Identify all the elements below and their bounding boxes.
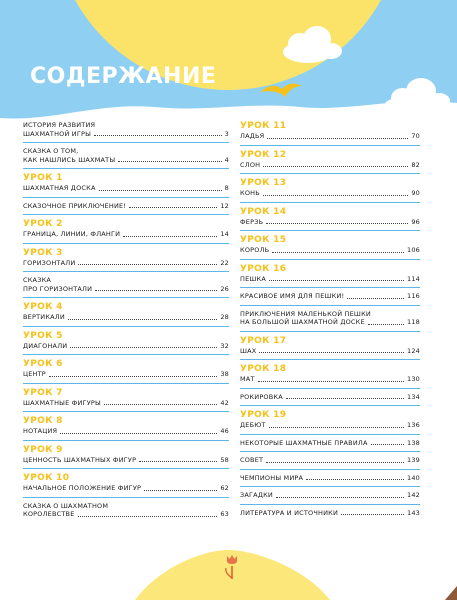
page-number: 118 [406, 318, 420, 326]
dot-leader [272, 252, 404, 253]
toc-entry[interactable] [23, 147, 229, 164]
page-number: 28 [220, 313, 229, 321]
dot-leader [258, 381, 404, 382]
divider [23, 440, 229, 441]
page-number: 42 [220, 398, 229, 407]
dot-leader [347, 298, 404, 299]
page-number: 136 [406, 421, 420, 429]
entry-line [23, 285, 229, 294]
toc-entry[interactable] [23, 302, 229, 322]
divider [23, 497, 229, 498]
page-number: 62 [220, 484, 229, 492]
dot-leader [306, 479, 404, 480]
divider [23, 383, 229, 384]
entry-line [240, 347, 420, 356]
page-number: 70 [411, 132, 420, 140]
toc-entry[interactable] [240, 178, 420, 198]
entry-line [240, 292, 420, 301]
page-number: 82 [411, 160, 420, 169]
entry-title: РОКИРОВКА [240, 392, 283, 401]
entry-title: ПЕШКА [240, 274, 267, 283]
entry-title: ЗАГАДКИ [240, 491, 273, 499]
toc-entry[interactable] [240, 410, 420, 430]
toc-entry[interactable] [240, 491, 420, 500]
lesson-label: УРОК 7 [23, 387, 63, 398]
entry-line [23, 276, 229, 285]
dot-leader [286, 398, 404, 399]
entry-title: ЦЕНТР [23, 370, 46, 378]
entry-title: НАЧАЛЬНОЕ ПОЛОЖЕНИЕ ФИГУР [23, 484, 142, 492]
entry-title: ВЕРТИКАЛИ [23, 313, 65, 321]
lesson-label: УРОК 17 [240, 335, 287, 346]
entry-title: СКАЗКА [23, 276, 52, 284]
lesson-label: УРОК 3 [23, 247, 63, 258]
dot-leader [269, 427, 404, 428]
corner-strip [445, 586, 457, 600]
page-number: 90 [411, 189, 420, 197]
lesson-label: УРОК 4 [23, 302, 63, 312]
entry-title: СКАЗКА О ШАХМАТНОМ [23, 501, 109, 510]
entry-title: СОВЕТ [240, 456, 264, 464]
lesson-label: УРОК 8 [23, 416, 63, 426]
entry-line [240, 456, 420, 465]
toc-entry[interactable] [240, 150, 420, 170]
page-number: 46 [220, 427, 229, 435]
page-number: 4 [224, 155, 229, 164]
dot-leader [104, 404, 217, 405]
dot-leader [368, 324, 404, 325]
toc-entry[interactable] [23, 388, 229, 408]
entry-title: ФЕРЗЬ [240, 217, 264, 226]
dot-leader [70, 347, 217, 348]
entry-line [23, 121, 229, 130]
divider [23, 411, 229, 412]
entry-title: ШАХМАТНОЙ ИГРЫ [23, 129, 92, 138]
entry-title: ДЕБЮТ [240, 421, 266, 429]
toc-entry[interactable] [23, 173, 229, 193]
toc-entry[interactable] [240, 456, 420, 465]
entry-title: НОТАЦИЯ [23, 427, 58, 435]
toc-entry[interactable] [240, 509, 420, 518]
divider [23, 214, 229, 215]
toc-entry[interactable] [23, 502, 229, 519]
page-number: 22 [220, 258, 229, 267]
divider [23, 271, 229, 272]
divider [240, 202, 420, 203]
dot-leader [68, 319, 217, 320]
toc-entry[interactable] [23, 473, 229, 493]
lesson-label: УРОК 5 [23, 330, 63, 341]
entry-line [240, 491, 420, 500]
dot-leader [276, 497, 404, 498]
page-number: 143 [406, 508, 420, 517]
lesson-label: УРОК 2 [23, 219, 63, 229]
lesson-label: УРОК 19 [240, 410, 287, 420]
entry-line [240, 421, 420, 430]
divider [240, 504, 420, 505]
toc-entry[interactable] [23, 202, 229, 211]
lesson-label: УРОК 15 [240, 235, 287, 245]
entry-title: КАК НАШЛИСЬ ШАХМАТЫ [23, 155, 116, 164]
entry-line [240, 310, 420, 319]
toc-entry[interactable] [23, 248, 229, 268]
divider [240, 331, 420, 332]
page-number: 139 [406, 456, 420, 464]
dot-leader [94, 135, 222, 136]
entry-line [240, 393, 420, 402]
lesson-label: УРОК 6 [23, 359, 63, 369]
lesson-label: УРОК 10 [23, 473, 70, 483]
entry-title: МАТ [240, 375, 255, 383]
page-number: 106 [406, 246, 420, 254]
entry-title: СКАЗКА О ТОМ, [23, 147, 79, 155]
page-number: 130 [406, 375, 420, 383]
page-number: 32 [220, 341, 229, 350]
entry-title: КОРОЛЕВСТВЕ [23, 510, 75, 518]
lesson-label: УРОК 9 [23, 444, 63, 455]
entry-line [23, 184, 229, 193]
toc-entry[interactable] [23, 416, 229, 436]
entry-line [23, 484, 229, 493]
entry-title: НА БОЛЬШОЙ ШАХМАТНОЙ ДОСКЕ [240, 318, 365, 326]
entry-line [23, 259, 229, 268]
dot-leader [49, 376, 217, 377]
entry-title: ПРИКЛЮЧЕНИЯ МАЛЕНЬКОЙ ПЕШКИ [240, 309, 371, 318]
dot-leader [99, 190, 222, 191]
divider [240, 287, 420, 288]
page-number: 116 [406, 292, 420, 300]
entry-title: КОНЬ [240, 189, 260, 197]
entry-title: ЧЕМПИОНЫ МИРА [240, 473, 304, 482]
dot-leader [266, 462, 404, 463]
toc-entry[interactable] [240, 336, 420, 356]
page-number: 8 [224, 184, 229, 192]
divider [240, 434, 420, 435]
dot-leader [95, 290, 217, 291]
divider [240, 388, 420, 389]
entry-line [23, 230, 229, 239]
toc-entry[interactable] [240, 207, 420, 227]
dot-leader [123, 236, 217, 237]
toc-entry[interactable] [23, 121, 229, 138]
entry-line [23, 313, 229, 322]
entry-line [23, 202, 229, 211]
toc-entry[interactable] [240, 292, 420, 301]
entry-title: ЦЕННОСТЬ ШАХМАТНЫХ ФИГУР [23, 455, 137, 464]
toc-entry[interactable] [23, 276, 229, 293]
dot-leader [267, 138, 408, 139]
entry-line [23, 130, 229, 139]
dot-leader [371, 444, 404, 445]
toc-column-right [240, 121, 420, 517]
dot-leader [78, 264, 217, 265]
dot-leader [60, 433, 217, 434]
entry-line [240, 474, 420, 483]
entry-line [240, 275, 420, 284]
dot-leader [266, 223, 408, 224]
entry-line [23, 502, 229, 511]
entry-line [240, 318, 420, 327]
toc-entry[interactable] [23, 219, 229, 239]
divider [23, 168, 229, 169]
dot-leader [263, 166, 408, 167]
lesson-label: УРОК 18 [240, 364, 287, 374]
entry-title: ШАХМАТНЫЕ ФИГУРЫ [23, 398, 101, 407]
toc-entry[interactable] [240, 121, 420, 141]
entry-title: ЛИТЕРАТУРА И ИСТОЧНИКИ [240, 508, 339, 517]
entry-line [240, 189, 420, 198]
toc-entry[interactable] [23, 359, 229, 379]
lesson-label: УРОК 11 [240, 121, 287, 131]
page-title: СОДЕРЖАНИЕ [30, 64, 217, 89]
entry-line [240, 439, 420, 448]
divider [23, 297, 229, 298]
page-number: 138 [406, 438, 420, 447]
divider [240, 145, 420, 146]
toc-entry[interactable] [240, 310, 420, 327]
lesson-label: УРОК 14 [240, 206, 287, 217]
entry-title: ПРО ГОРИЗОНТАЛИ [23, 284, 93, 293]
entry-line [240, 132, 420, 141]
divider [23, 197, 229, 198]
lesson-label: УРОК 16 [240, 263, 287, 274]
lesson-label: УРОК 13 [240, 178, 287, 188]
page-number: 142 [406, 491, 420, 499]
toc-entry[interactable] [23, 331, 229, 351]
divider [23, 468, 229, 469]
entry-title: СКАЗОЧНОЕ ПРИКЛЮЧЕНИЕ! [23, 201, 127, 210]
entry-line [23, 510, 229, 519]
dot-leader [129, 207, 217, 208]
page-number: 140 [406, 473, 420, 482]
entry-title: ГРАНИЦА, ЛИНИИ, ФЛАНГИ [23, 230, 121, 238]
entry-line [23, 456, 229, 465]
entry-line [23, 156, 229, 165]
divider [23, 326, 229, 327]
entry-title: ДИАГОНАЛИ [23, 341, 68, 350]
entry-title: НЕКОТОРЫЕ ШАХМАТНЫЕ ПРАВИЛА [240, 438, 368, 447]
entry-title: КРАСИВОЕ ИМЯ ДЛЯ ПЕШКИ! [240, 292, 345, 300]
toc-entry[interactable] [240, 474, 420, 483]
page-number: 63 [220, 510, 229, 518]
dot-leader [263, 195, 408, 196]
page-number: 96 [411, 217, 420, 226]
divider [240, 469, 420, 470]
lesson-label: УРОК 12 [240, 149, 287, 160]
divider [240, 405, 420, 406]
entry-title: ЛАДЬЯ [240, 132, 265, 140]
divider [240, 305, 420, 306]
toc-entry[interactable] [240, 393, 420, 402]
entry-line [240, 246, 420, 255]
entry-title: ШАХМАТНАЯ ДОСКА [23, 184, 96, 192]
dot-leader [139, 461, 217, 462]
divider [240, 486, 420, 487]
dot-leader [144, 490, 217, 491]
toc-entry[interactable] [240, 439, 420, 448]
divider [240, 359, 420, 360]
page-number: 14 [220, 230, 229, 238]
divider [240, 230, 420, 231]
page-number: 12 [220, 201, 229, 210]
dot-leader [341, 514, 404, 515]
entry-line [240, 161, 420, 170]
divider [240, 173, 420, 174]
toc-entry[interactable] [240, 364, 420, 384]
toc-entry[interactable] [240, 235, 420, 255]
page-number: 58 [220, 455, 229, 464]
lesson-label: УРОК 1 [23, 173, 63, 183]
page-number: 38 [220, 370, 229, 378]
entry-line [240, 375, 420, 384]
divider [23, 243, 229, 244]
page-number: 114 [406, 274, 420, 283]
entry-line [23, 342, 229, 351]
page-number: 3 [224, 129, 229, 138]
entry-title: ИСТОРИЯ РАЗВИТИЯ [23, 121, 96, 129]
entry-title: ГОРИЗОНТАЛИ [23, 258, 76, 267]
page-number: 134 [406, 392, 420, 401]
entry-title: КОРОЛЬ [240, 246, 270, 254]
entry-line [240, 509, 420, 518]
divider [240, 259, 420, 260]
toc-column-left [23, 121, 229, 519]
page-number: 124 [406, 346, 420, 355]
entry-title: ШАХ [240, 346, 257, 355]
entry-line [23, 147, 229, 156]
dot-leader [78, 516, 218, 517]
divider [23, 354, 229, 355]
entry-title: СЛОН [240, 160, 261, 169]
toc-entry[interactable] [240, 264, 420, 284]
entry-line [23, 399, 229, 408]
dot-leader [269, 280, 404, 281]
dot-leader [118, 161, 221, 162]
divider [240, 451, 420, 452]
page-number: 26 [220, 284, 229, 293]
divider [23, 142, 229, 143]
dot-leader [259, 352, 404, 353]
toc-entry[interactable] [23, 445, 229, 465]
entry-line [23, 427, 229, 436]
entry-line [240, 218, 420, 227]
entry-line [23, 370, 229, 379]
